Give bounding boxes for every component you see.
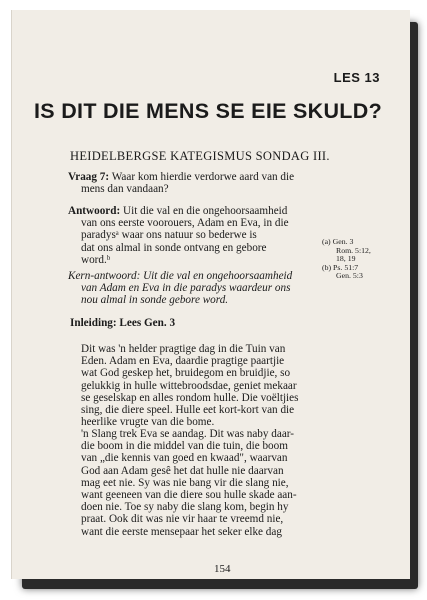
- paragraph-2: [68, 428, 358, 538]
- introduction-heading: Inleiding: Lees Gen. 3: [70, 317, 176, 329]
- footnote-ref: Ps. 51:7: [333, 262, 359, 272]
- question-line: mens dan vandaan?: [81, 183, 169, 196]
- core-answer-block: [68, 270, 356, 307]
- paragraph-line: Dit was 'n helder pragtige dag in die Tuin van: [81, 343, 286, 355]
- paragraph-line: se geselskap en alles rondom hulle. Die voëltjies: [81, 391, 299, 404]
- footnote-ref: Gen. 5:3: [336, 271, 363, 281]
- paragraph-line: wat God geskep het, bruidegom en bruidjie, so: [81, 367, 291, 380]
- question-block: [68, 171, 356, 195]
- footnote-mark: (b): [322, 262, 332, 272]
- core-answer-line: van Adam en Eva in die paradys waardeur ons: [81, 282, 291, 295]
- answer-label: Antwoord:: [68, 205, 121, 217]
- answer-line: Uit die val en die ongehoorsaamheid: [123, 205, 288, 217]
- answer-line: paradysᵃ waar ons natuur so bederwe is: [81, 229, 257, 242]
- paragraph-line: praat. Ook dit was nie vir haar te vreemd nie,: [81, 513, 284, 526]
- answer-line: van ons eerste voorouers, Adam en Eva, in die: [81, 217, 289, 230]
- footnote-ref: Rom. 5:12,: [336, 245, 371, 255]
- paragraph-line: sing, die diere speel. Hulle eet kort-kort van die: [81, 404, 295, 417]
- footnote-mark: (a): [322, 237, 331, 246]
- paragraph-1: [68, 343, 358, 428]
- paragraph-line: doen nie. Toe sy naby die slang kom, begin hy: [81, 501, 289, 514]
- page-title: IS DIT DIE MENS SE EIE SKULD?: [34, 99, 382, 123]
- footnote-ref: 18, 19: [336, 254, 356, 264]
- paragraph-line: God aan Adam gesê het dat hulle nie daarvan: [81, 464, 284, 477]
- paragraph-line: Eden. Adam en Eva, daardie pragtige paartjie: [81, 355, 285, 368]
- footnote-ref: Gen. 3: [332, 237, 354, 246]
- paragraph-line: heerlike vrugte van die bome.: [81, 416, 215, 429]
- question-line: Waar kom hierdie verdorwe aard van die: [111, 171, 295, 183]
- paragraph-line: want geeneen van die diere sou hulle skade aan-: [81, 489, 297, 502]
- question-label: Vraag 7:: [68, 171, 110, 183]
- paragraph-line: die boom in die middel van die tuin, die boom: [81, 440, 288, 453]
- page-number: 154: [214, 563, 231, 575]
- answer-line: dat ons almal in sonde ontvang en gebore: [81, 241, 267, 254]
- paragraph-line: gelukkig in hulle wittebroodsdae, geniet mekaar: [81, 379, 297, 392]
- answer-line: word.ᵇ: [81, 253, 111, 266]
- core-answer-line: nou almal in sonde gebore word.: [81, 294, 229, 307]
- paragraph-line: mag eet nie. Sy was nie bang vir die slang nie,: [81, 476, 289, 489]
- catechism-heading: HEIDELBERGSE KATEGISMUS SONDAG III.: [70, 149, 330, 163]
- answer-block: [68, 205, 356, 266]
- paragraph-line: van „die kennis van goed en kwaad", waarvan: [81, 452, 288, 465]
- lesson-label: LES 13: [333, 70, 380, 85]
- book-page: [11, 10, 410, 579]
- paragraph-line: 'n Slang trek Eva se aandag. Dit was naby daar-: [81, 428, 295, 440]
- paragraph-line: want die eerste mensepaar het seker elke dag: [81, 525, 282, 538]
- core-answer-line: Kern-antwoord: Uit die val en ongehoorsaamheid: [68, 270, 293, 282]
